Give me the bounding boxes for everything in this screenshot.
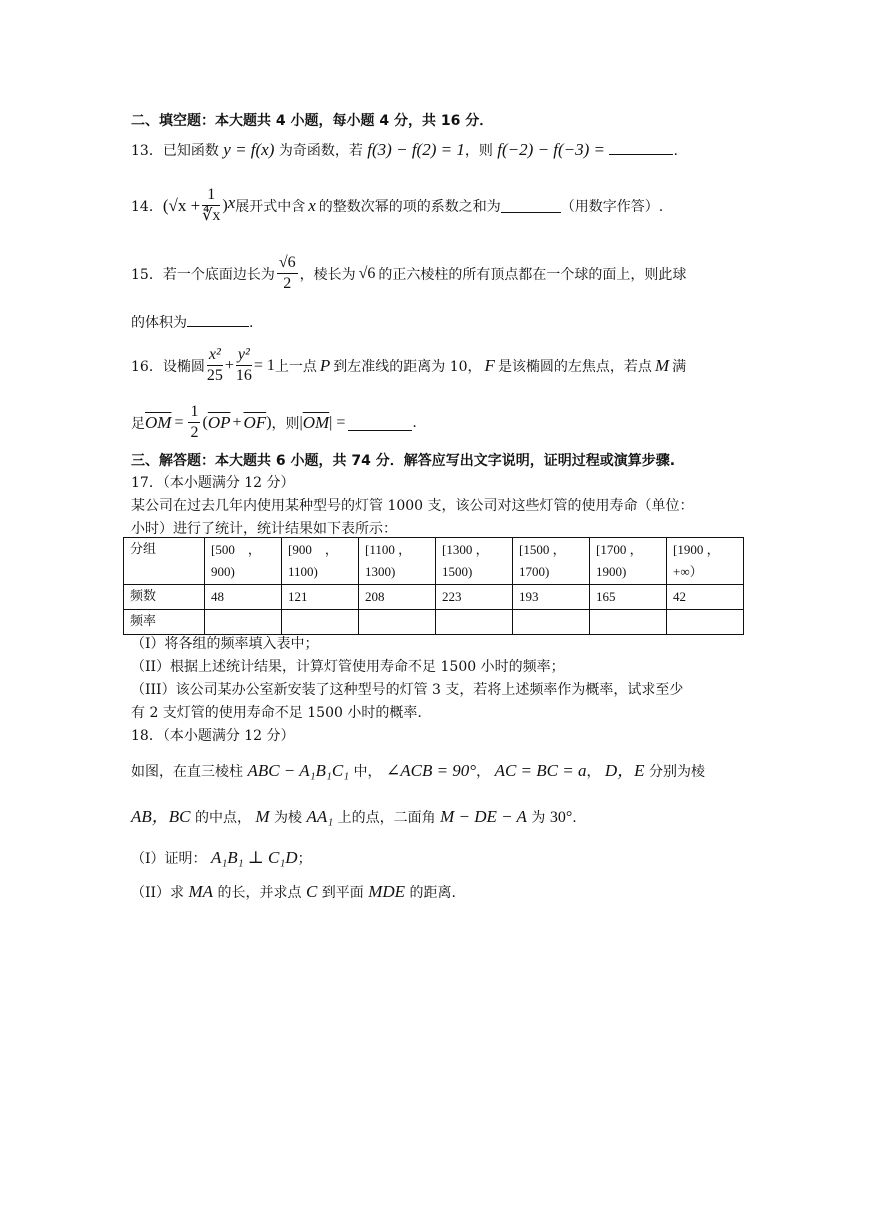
q15-text-1: 若一个底面边长为 [162,266,275,283]
group-range-start: [500 ， [211,542,261,557]
q17-line-2: 小时）进行了统计，统计结果如下表所示： [131,521,397,537]
q16-abs-open: | [299,413,303,431]
group-range-end: 1700) [519,564,550,579]
q16-text-6: 足 [131,415,145,432]
group-range-end: 1300) [365,564,396,579]
table-cell-frequency-empty[interactable] [667,610,744,635]
group-range-start: [1500 ， [519,542,566,557]
q18-angle: ∠ACB = 90° [385,761,477,780]
answer-blank-14[interactable] [501,211,561,213]
q13-text-3: ，则 [464,143,493,159]
q16-text-4: 是该椭圆的左焦点，若点 [497,358,652,375]
q18-text: 中， [353,764,382,780]
q18-text: 的中点， [194,810,251,826]
q16-frac-x-den: 25 [206,367,223,384]
q16-vector-om: $\overline{OM}$ [145,412,172,432]
table-cell-group [436,538,513,585]
q18-point-m: M [255,807,270,826]
q16-point-f: F [484,355,495,375]
q18-plane-mde: MDE [368,882,406,901]
q18-part-1-label: （I）证明： [131,851,207,867]
q16-point-m: M [654,355,670,375]
q16-eq: = 1 [253,356,275,374]
q18-part-2-label: （II）求 [131,885,185,901]
group-range-end: +∞） [673,564,703,579]
q14-frac-num: 1 [202,185,220,206]
answer-blank-15[interactable] [187,325,249,327]
question-16 [131,345,686,386]
q15-text-2: ，棱长为 [299,266,356,283]
q14-text-3: （用数字作答）. [560,198,664,215]
q18-line-2 [131,802,577,827]
table-cell-group [205,538,282,585]
q13-ask: f(−2) − f(−3) = [497,140,606,159]
q17-line-1: 某公司在过去几年内使用某种型号的灯管 1000 支，该公司对这些灯管的使用寿命（单位： [131,498,694,514]
q18-text: . [572,810,577,826]
q14-frac-den: ∜x [202,207,221,224]
question-14-number: 14． [131,198,163,215]
group-range-end: 1500) [442,564,473,579]
table-row-groups [124,538,744,585]
table-row-counts [124,585,744,610]
question-13 [131,140,678,160]
table-cell-count: 165 [590,585,667,610]
q13-condition: f(3) − f(2) = 1 [367,140,465,159]
question-15 [131,253,686,294]
table-cell-count: 193 [513,585,590,610]
q14-text-2: 的整数次幂的项的系数之和为 [318,198,501,215]
q16-fraction-x [207,345,223,386]
q18-edge-aa1: AA₁ [306,807,334,826]
q13-text-2: 为奇函数，若 [278,143,363,159]
q16-vector-op: $\overline{OP}$ [207,412,231,432]
group-range-end: 1900) [596,564,627,579]
table-cell-frequency-empty[interactable] [436,610,513,635]
q16-half-num: 1 [188,402,200,423]
group-range-end: 1100) [288,564,318,579]
q16-frac-y-num: y² [236,345,252,366]
q16-frac-x-num: x² [207,345,223,366]
question-14 [131,185,663,226]
table-cell-frequency-empty[interactable] [359,610,436,635]
q16-vector-om-2: $\overline{OM}$ [302,412,330,432]
q18-segment-ma: MA [188,882,214,901]
table-row-label: 频率 [124,610,205,635]
q18-text: ， [586,764,601,780]
question-13-number: 13． [131,143,163,159]
q17-part-1: （I）将各组的频率填入表中； [131,636,319,652]
section-3-heading: 三、解答题：本大题共 6 小题，共 74 分．解答应写出文字说明，证明过程或演算步骤. [131,453,676,469]
table-cell-frequency-empty[interactable] [282,610,359,635]
q18-text: 为 [531,810,546,826]
q15-end: . [249,315,254,331]
q15-text-4: 的体积为 [131,315,187,331]
q14-expr-open: (√x + [162,195,201,215]
lifetime-table [123,537,744,635]
q16-eq-2: = [174,413,184,431]
q18-dihedral: M − DE − A [440,807,527,826]
q18-text: 为棱 [274,810,303,826]
q17-part-3b: 有 2 支灯管的使用寿命不足 1500 小时的概率. [131,705,422,721]
q18-degrees: 30° [549,809,573,826]
q16-close: ) [266,413,272,431]
q16-text-5: 满 [672,358,687,375]
q16-text-3: 到左准线的距离为 10， [333,358,482,375]
q16-plus-2: + [232,413,242,431]
q15-value: √6 [358,264,376,282]
group-range-end: 900) [211,564,235,579]
table-cell-group [513,538,590,585]
table-cell-count: 121 [282,585,359,610]
q15-fraction [277,253,298,294]
q18-equality: AC = BC = a [494,761,587,780]
question-15-cont [131,312,253,332]
table-cell-count: 42 [667,585,744,610]
group-range-start: [1100 ， [365,542,412,557]
q18-part-1 [131,848,312,868]
q13-function: y = f(x) [223,140,275,159]
q17-part-2: （II）根据上述统计结果，计算灯管使用寿命不足 1500 小时的频率； [131,659,565,675]
q15-frac-den: 2 [283,275,292,292]
question-16-cont [131,402,417,443]
group-range-start: [900 ， [288,542,338,557]
q16-text-7: ，则 [271,415,300,432]
q18-line-1 [131,756,705,781]
q14-exponent: x [227,193,236,212]
table-cell-group [590,538,667,585]
q18-part-2 [131,882,456,902]
q18-perpendicular: A₁B₁ ⊥ C₁D [210,848,298,867]
q16-abs-close: | = [329,413,346,431]
group-range-start: [1900 ， [673,542,720,557]
q16-end: . [412,414,417,431]
q16-frac-y-den: 16 [235,367,252,384]
q18-point-c: C [305,882,318,901]
answer-blank-13[interactable] [609,153,673,155]
q18-text: 如图，在直三棱柱 [131,764,243,780]
q18-text: ； [297,851,312,867]
q16-open: ( [202,413,208,431]
table-cell-frequency-empty[interactable] [513,610,590,635]
q16-text-2: 上一点 [274,358,317,375]
q16-plus: + [224,356,234,374]
table-cell-group [667,538,744,585]
q16-half [188,402,200,443]
table-cell-group [282,538,359,585]
table-cell-frequency-empty[interactable] [590,610,667,635]
q16-vector-of: $\overline{OF}$ [243,412,267,432]
q15-text-3: 的正六棱柱的所有顶点都在一个球的面上，则此球 [378,266,687,283]
table-cell-group [359,538,436,585]
q17-part-3a: （III）该公司某办公室新安装了这种型号的灯管 3 支，若将上述频率作为概率，试求至少 [131,682,684,698]
question-16-number: 16． [131,358,163,375]
group-range-start: [1700 ， [596,542,643,557]
table-row-label: 频数 [124,585,205,610]
q18-prism: ABC − A₁B₁C₁ [247,761,350,780]
q18-text: 上的点，二面角 [337,810,436,826]
q13-end: . [673,143,678,159]
q18-text: 的距离. [409,885,456,901]
q16-text-1: 设椭圆 [162,358,205,375]
q15-frac-num: √6 [277,253,298,274]
question-17-number: 17．（本小题满分 12 分） [131,475,295,491]
table-cell-count: 208 [359,585,436,610]
table-row-frequency [124,610,744,635]
q18-text: 到平面 [321,885,364,901]
q14-text-1: 展开式中含 [235,198,306,215]
q16-fraction-y [236,345,252,386]
q14-fraction [202,185,220,226]
q16-half-den: 2 [190,424,199,441]
group-range-start: [1300 ， [442,542,489,557]
answer-blank-16[interactable] [348,429,412,431]
q13-text-1: 已知函数 [162,143,219,159]
q14-expr-close: ) [222,196,228,214]
q18-text: 的长，并求点 [217,885,302,901]
question-18-number: 18．（本小题满分 12 分） [131,728,295,744]
q18-text: 分别为棱 [649,764,706,780]
table-cell-count: 48 [205,585,282,610]
q14-var: x [308,195,316,215]
section-2-heading: 二、填空题：本大题共 4 小题，每小题 4 分，共 16 分． [131,113,494,129]
q18-text: ， [476,764,491,780]
q18-points-de: D，E [604,761,645,780]
q18-segments: AB，BC [131,807,191,826]
table-cell-frequency-empty[interactable] [205,610,282,635]
q16-point-p: P [319,355,331,375]
table-cell-count: 223 [436,585,513,610]
question-15-number: 15． [131,266,163,283]
table-row-label: 分组 [124,538,205,585]
